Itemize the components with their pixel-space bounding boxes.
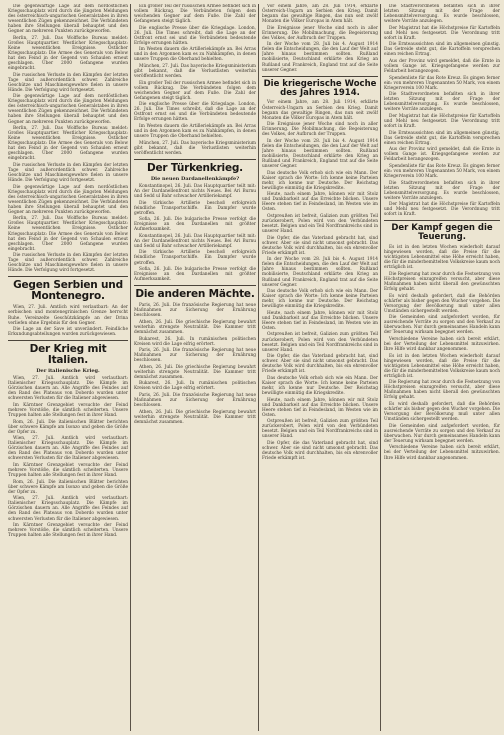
divider [262,76,378,77]
divider [134,159,256,160]
article-paragraph: Ostpreußen ist befreit, Galizien zum größten Teil zurückerobert, Polen wird von den Verbündeten besetzt. Belgien und ein Teil Nordfrankreichs sind in unserer Hand. [262,332,378,353]
article-paragraph: Vor einem Jahre, am 28. Juli 1914, erklärte Österreich-Ungarn an Serbien den Krieg. Damit begann das gewaltige Ringen, das nun seit zwölf Monaten die Völker Europas in Atem hält. [262,4,378,25]
article-paragraph: Die Gemeinden sind aufgefordert worden, für ausreichende Vorräte zu sorgen und den Verkauf zu überwachen. Nur durch gemeinsames Handeln kann der Teuerung wirksam begegnet werden. [384,423,500,444]
article-paragraph: Im Kärntner Grenzgebiet versuchte der Feind mehrere Vorstöße, die sämtlich scheiterten. Unsere Truppen halten alle Stellungen fest in ihrer Hand. [8,523,128,539]
article-paragraph: Heute, nach einem Jahre, können wir mit Stolz und Dankbarkeit auf das Erreichte blicken. Unsere Heere stehen tief in Feindesland, im Westen wie im Osten. [262,310,378,331]
headline-tuerkei: Der Türkenkrieg. [147,161,243,174]
article-paragraph: Athen, 26. Juli. Die griechische Regierung bewahrt weiterhin strengste Neutralität. Die Kammer tritt demnächst zusammen. [134,319,256,335]
article-paragraph: Konstantinopel, 26. Juli. Das Hauptquartier teilt mit: An der Dardanellenfront nichts Neues. Bei Ari Burnu und Sedd ul Bahr schwacher Artilleriekampf. [134,183,256,199]
article-paragraph: Heute, nach einem Jahre, können wir mit Stolz und Dankbarkeit auf das Erreichte blicken. Unsere Heere stehen tief in Feindesland, im Westen wie im Osten. [262,397,378,418]
divider [8,340,128,341]
article-paragraph: Sofia, 26. Juli. Die bulgarische Presse verfolgt die Ereignisse an den Dardanellen mit größter Aufmerksamkeit. [134,267,256,283]
article-paragraph: Im Kärntner Grenzgebiet versuchte der Feind mehrere Vorstöße, die sämtlich scheiterten. Unsere Truppen halten alle Stellungen fest in ihrer Hand. [8,403,128,419]
article-paragraph: Die Ernteaussichten sind im allgemeinen günstig. Das Getreide steht gut, die Kartoffeln versprechen einen reichen Ertrag. [384,42,500,58]
article-paragraph: Paris, 26. Juli. Die französische Regierung hat neue Maßnahmen zur Sicherung der Ernährung beschlossen. [134,348,256,364]
article-paragraph: Es ist in den letzten Wochen wiederholt darauf hingewiesen worden, daß die Preise für die wichtigsten Lebensmittel eine Höhe erreicht haben, die für die minderbemittelten Volkskreise kaum noch erträglich ist. [384,353,500,379]
article-paragraph: Berlin, 27. Juli. Das Wolffsche Bureau meldet: Großes Hauptquartier. Westlicher Kriegsschauplatz: Keine wesentlichen Ereignisse. Östlicher Kriegsschauplatz: Die Armee des Generals von Below hat den Feind in der Gegend von Schaulen erneut geschlagen. Über 2000 Gefangene wurden eingebracht. [8,126,128,162]
headline-woche: Die kriegerische Woche des Jahres 1914. [263,78,377,98]
article-paragraph: Die Ereignisse jener Woche sind noch in aller Erinnerung. Die Mobilmachung, die Begeisterung des Volkes, der Aufbruch der Truppen. [262,25,378,41]
article-paragraph: Vor einem Jahre, am 28. Juli 1914, erklärte Österreich-Ungarn an Serbien den Krieg. Damit begann das gewaltige Ringen, das nun seit zwölf Monaten die Völker Europas in Atem hält. [262,100,378,121]
article-paragraph: Die Stadtverordneten befaßten sich in ihrer letzten Sitzung mit der Frage der Lebensmittelversorgung. Es wurde beschlossen, weitere Vorräte anzulegen. [384,4,500,25]
article-paragraph: Aus der Provinz wird gemeldet, daß die Ernte in vollem Gange ist. Kriegsgefangene werden zur Feldarbeit herangezogen. [384,147,500,163]
article-paragraph: Im Westen dauern die Artilleriekämpfe an. Bei Arras und in den Argonnen kam es zu Nahkämpfen, in denen unsere Truppen die Oberhand behielten. [134,47,256,63]
article-paragraph: Der Magistrat hat die Höchstpreise für Kartoffeln und Mehl neu festgesetzt. Die Verordnung tritt sofort in Kraft. [384,25,500,41]
article-paragraph: Es ist in den letzten Wochen wiederholt darauf hingewiesen worden, daß die Preise für die wichtigsten Lebensmittel eine Höhe erreicht haben, die für die minderbemittelten Volkskreise kaum noch erträglich ist. [384,245,500,271]
article-paragraph: Wien, 27. Juli. Amtlich wird verlautbart: Italienischer Kriegsschauplatz. Die Kämpfe im Görzischen dauern an. Alle Angriffe des Feindes auf den Rand des Plateaus von Doberdo wurden unter schwersten Verlusten für die Italiener abgewiesen. [8,496,128,522]
article-paragraph: Rom, 26. Juli. Die italienischen Blätter berichten über schwere Kämpfe am Isonzo und geben die Größe der Opfer zu. [8,479,128,495]
article-paragraph: Wien, 27. Juli. Amtlich wird verlautbart: Italienischer Kriegsschauplatz. Die Kämpfe im Görzischen dauern an. Alle Angriffe des Feindes auf den Rand des Plateaus von Doberdo wurden unter schwersten Verlusten für die Italiener abgewiesen. [8,376,128,402]
column-rule [380,4,381,731]
article-paragraph: München, 27. Juli. Das bayerische Kriegsministerium gibt bekannt, daß die Verlustlisten weiterhin veröffentlicht werden. [134,64,256,80]
article-paragraph: Die Ereignisse jener Woche sind noch in aller Erinnerung. Die Mobilmachung, die Begeisterung des Volkes, der Aufbruch der Truppen. [262,122,378,138]
article-paragraph: Spendenliste für das Rote Kreuz. Es gingen ferner ein: von mehreren Ungenannten 50 Mark, von einem Kriegerverein 100 Mark. [384,163,500,179]
article-paragraph: Die Stadtverordneten befaßten sich in ihrer letzten Sitzung mit der Frage der Lebensmittelversorgung. Es wurde beschlossen, weitere Vorräte anzulegen. [384,180,500,201]
article-paragraph: Verschiedene Vereine haben sich bereit erklärt, bei der Verteilung der Lebensmittel mitzuwirken. Ihre Hilfe wird dankbar angenommen. [384,336,500,353]
article-paragraph: Das deutsche Volk erhob sich wie ein Mann. Der Kaiser sprach die Worte: Ich kenne keine Parteien mehr, ich kenne nur Deutsche. Der Reichstag bewilligte einmütig die Kriegskredite. [262,170,378,191]
column-rule [258,4,259,731]
article-paragraph: Ein großer Teil der russischen Armee befindet sich in vollem Rückzug. Die Verbündeten folgen dem weichenden Gegner auf dem Fuße. Die Zahl der Gefangenen steigt täglich. [134,80,256,101]
article-paragraph: Die Stadtverordneten befaßten sich in ihrer letzten Sitzung mit der Frage der Lebensmittelversorgung. Es wurde beschlossen, weitere Vorräte anzulegen. [384,92,500,113]
article-paragraph: Konstantinopel, 26. Juli. Das Hauptquartier teilt mit: An der Dardanellenfront nichts Neues. Bei Ari Burnu und Sedd ul Bahr schwacher Artilleriekampf. [134,233,256,249]
article-paragraph: Die türkische Artillerie beschoß erfolgreich feindliche Transportschiffe. Ein Dampfer wurde getroffen. [134,200,256,216]
headline-serbien: Gegen Serbien und Montenegro. [13,279,123,303]
article-paragraph: In der Woche vom 28. Juli bis 4. August 1914 fielen die Entscheidungen, die den Lauf der Welt auf Jahre hinaus bestimmen sollten. Rußland mobilisierte, Deutschland erklärte den Krieg an Rußland und Frankreich, England trat auf die Seite unserer Gegner. [262,42,378,73]
article-paragraph: Die Regierung hat zwar durch die Festsetzung von Höchstpreisen einzugreifen versucht, aber diese Maßnahmen haben nicht überall den gewünschten Erfolg gehabt. [384,271,500,293]
article-paragraph: Wien, 27. Juli. Amtlich wird verlautbart: Italienischer Kriegsschauplatz. Die Kämpfe im Görzischen dauern an. Alle Angriffe des Feindes auf den Rand des Plateaus von Doberdo wurden unter schwersten Verlusten für die Italiener abgewiesen. [8,436,128,462]
article-paragraph: Der Magistrat hat die Höchstpreise für Kartoffeln und Mehl neu festgesetzt. Die Verordnung tritt sofort in Kraft. [384,202,500,218]
article-paragraph: Die Gemeinden sind aufgefordert worden, für ausreichende Vorräte zu sorgen und den Verkauf zu überwachen. Nur durch gemeinsames Handeln kann der Teuerung wirksam begegnet werden. [384,315,500,336]
article-paragraph: München, 27. Juli. Das bayerische Kriegsministerium gibt bekannt, daß die Verlustlisten weiterhin veröffentlicht werden. [134,140,256,156]
article-paragraph: In der Woche vom 28. Juli bis 4. August 1914 fielen die Entscheidungen, die den Lauf der Welt auf Jahre hinaus bestimmen sollten. Rußland mobilisierte, Deutschland erklärte den Krieg an Rußland und Frankreich, England trat auf die Seite unserer Gegner. [262,138,378,170]
headline-kampf: Der Kampf gegen die Teuerung. [391,223,493,243]
column-2 [134,4,256,731]
article-paragraph: Ostpreußen ist befreit, Galizien zum größten Teil zurückerobert, Polen wird von den Verbündeten besetzt. Belgien und ein Teil Nordfrankreichs sind in unserer Hand. [262,213,378,235]
divider [8,276,128,277]
article-paragraph: Die Lage an der Save ist unverändert. Feindliche Erkundungsabteilungen wurden zurückgewiesen. [8,327,128,338]
divider [134,285,256,286]
subheadline: Die neuen Dardanellenkämpfe? [150,175,240,182]
article-paragraph: Das deutsche Volk erhob sich wie ein Mann. Der Kaiser sprach die Worte: Ich kenne keine Parteien mehr, ich kenne nur Deutsche. Der Reichstag bewilligte einmütig die Kriegskredite. [262,375,378,396]
column-4 [384,4,500,731]
column-1 [8,4,128,731]
article-paragraph: Berlin, 27. Juli. Das Wolffsche Bureau meldet: Großes Hauptquartier. Westlicher Kriegsschauplatz: Keine wesentlichen Ereignisse. Östlicher Kriegsschauplatz: Die Armee des Generals von Below hat den Feind in der Gegend von Schaulen erneut geschlagen. Über 2000 Gefangene wurden eingebracht. [8,216,128,252]
article-paragraph: Es wird deshalb gefordert, daß die Behörden schärfer als bisher gegen den Wucher vorgehen. Die Versorgung der Bevölkerung muß unter allen Umständen sichergestellt werden. [384,402,500,423]
column-rule [130,4,131,731]
article-paragraph: Verschiedene Vereine haben sich bereit erklärt, bei der Verteilung der Lebensmittel mitzuwirken. Ihre Hilfe wird dankbar angenommen. [384,445,500,461]
article-paragraph: Die Regierung hat zwar durch die Festsetzung von Höchstpreisen einzugreifen versucht, aber diese Maßnahmen haben nicht überall den gewünschten Erfolg gehabt. [384,380,500,401]
article-paragraph: Die türkische Artillerie beschoß erfolgreich feindliche Transportschiffe. Ein Dampfer wurde getroffen. [134,250,256,266]
article-paragraph: Die gegenwärtige Lage auf dem nordöstlichen Kriegsschauplatz wird durch die jüngsten Meldungen des österreichisch-ungarischen Generalstabes in ihren wesentlichen Zügen gekennzeichnet. Die Verbündeten haben ihre Stellungen überall behauptet und den Gegner an mehreren Punkten zurückgeworfen. [8,94,128,125]
article-paragraph: Paris, 26. Juli. Die französische Regierung hat neue Maßnahmen zur Sicherung der Ernährung beschlossen. [134,392,256,409]
article-paragraph: Die Ernteaussichten sind im allgemeinen günstig. Das Getreide steht gut, die Kartoffeln versprechen einen reichen Ertrag. [384,130,500,146]
article-paragraph: Bukarest, 26. Juli. In rumänischen politischen Kreisen wird die Lage eifrig erörtert. [134,336,256,347]
article-paragraph: Die russischen Verluste in den Kämpfen der letzten Tage sind außerordentlich schwer. Zahlreiche Geschütze und Maschinengewehre fielen in unsere Hände. Die Verfolgung wird fortgesetzt. [8,162,128,184]
article-paragraph: Rom, 26. Juli. Die italienischen Blätter berichten über schwere Kämpfe am Isonzo und geben die Größe der Opfer zu. [8,419,128,435]
article-paragraph: Die Opfer, die das Vaterland gebracht hat, sind schwer. Aber sie sind nicht umsonst gebracht. Das deutsche Volk wird durchhalten, bis ein ehrenvoller Friede erkämpft ist. [262,354,378,375]
headline-italien: Der Krieg mit Italien. [29,343,107,367]
article-paragraph: Die Opfer, die das Vaterland gebracht hat, sind schwer. Aber sie sind nicht umsonst gebracht. Das deutsche Volk wird durchhalten, bis ein ehrenvoller Friede erkämpft ist. [262,440,378,462]
article-paragraph: Sofia, 26. Juli. Die bulgarische Presse verfolgt die Ereignisse an den Dardanellen mit größter Aufmerksamkeit. [134,217,256,233]
article-paragraph: Die russischen Verluste in den Kämpfen der letzten Tage sind außerordentlich schwer. Zahlreiche Geschütze und Maschinengewehre fielen in unsere Hände. Die Verfolgung wird fortgesetzt. [8,72,128,93]
article-paragraph: In der Woche vom 28. Juli bis 4. August 1914 fielen die Entscheidungen, die den Lauf der Welt auf Jahre hinaus bestimmen sollten. Rußland mobilisierte, Deutschland erklärte den Krieg an Rußland und Frankreich, England trat auf die Seite unserer Gegner. [262,257,378,288]
article-paragraph: Die gegenwärtige Lage auf dem nordöstlichen Kriegsschauplatz wird durch die jüngsten Meldungen des österreichisch-ungarischen Generalstabes in ihren wesentlichen Zügen gekennzeichnet. Die Verbündeten haben ihre Stellungen überall behauptet und den Gegner an mehreren Punkten zurückgeworfen. [8,184,128,215]
article-paragraph: Die englische Presse über die Kriegslage. London, 26. Juli. Die Times schreibt, daß die Lage an der Ostfront ernst sei und die Verbündeten bedeutende Erfolge errungen hätten. [134,25,256,46]
article-paragraph: Athen, 26. Juli. Die griechische Regierung bewahrt weiterhin strengste Neutralität. Die Kammer tritt demnächst zusammen. [134,409,256,425]
column-3 [262,4,378,731]
headline-andere: Die anderen Mächte. [135,288,255,301]
article-paragraph: Das deutsche Volk erhob sich wie ein Mann. Der Kaiser sprach die Worte: Ich kenne keine Parteien mehr, ich kenne nur Deutsche. Der Reichstag bewilligte einmütig die Kriegskredite. [262,289,378,310]
article-paragraph: Ostpreußen ist befreit, Galizien zum größten Teil zurückerobert, Polen wird von den Verbündeten besetzt. Belgien und ein Teil Nordfrankreichs sind in unserer Hand. [262,419,378,440]
article-paragraph: Im Kärntner Grenzgebiet versuchte der Feind mehrere Vorstöße, die sämtlich scheiterten. Unsere Truppen halten alle Stellungen fest in ihrer Hand. [8,463,128,479]
divider [384,220,500,221]
article-paragraph: Es wird deshalb gefordert, daß die Behörden schärfer als bisher gegen den Wucher vorgehen. Die Versorgung der Bevölkerung muß unter allen Umständen sichergestellt werden. [384,293,500,314]
article-paragraph: Athen, 26. Juli. Die griechische Regierung bewahrt weiterhin strengste Neutralität. Die Kammer tritt demnächst zusammen. [134,364,256,380]
subheadline: Der italienische Krieg. [36,368,100,375]
article-paragraph: Paris, 26. Juli. Die französische Regierung hat neue Maßnahmen zur Sicherung der Ernährung beschlossen. [134,303,256,319]
article-paragraph: Ein großer Teil der russischen Armee befindet sich in vollem Rückzug. Die Verbündeten folgen dem weichenden Gegner auf dem Fuße. Die Zahl der Gefangenen steigt täglich. [134,4,256,25]
article-paragraph: Die Opfer, die das Vaterland gebracht hat, sind schwer. Aber sie sind nicht umsonst gebracht. Das deutsche Volk wird durchhalten, bis ein ehrenvoller Friede erkämpft ist. [262,235,378,256]
article-paragraph: Die englische Presse über die Kriegslage. London, 26. Juli. Die Times schreibt, daß die Lage an der Ostfront ernst sei und die Verbündeten bedeutende Erfolge errungen hätten. [134,102,256,123]
article-paragraph: Spendenliste für das Rote Kreuz. Es gingen ferner ein: von mehreren Ungenannten 50 Mark, von einem Kriegerverein 100 Mark. [384,75,500,91]
article-paragraph: Aus der Provinz wird gemeldet, daß die Ernte in vollem Gange ist. Kriegsgefangene werden zur Feldarbeit herangezogen. [384,58,500,75]
article-paragraph: Der Magistrat hat die Höchstpreise für Kartoffeln und Mehl neu festgesetzt. Die Verordnung tritt sofort in Kraft. [384,113,500,130]
article-paragraph: Im Westen dauern die Artilleriekämpfe an. Bei Arras und in den Argonnen kam es zu Nahkämpfen, in denen unsere Truppen die Oberhand behielten. [134,124,256,140]
article-paragraph: Heute, nach einem Jahre, können wir mit Stolz und Dankbarkeit auf das Erreichte blicken. Unsere Heere stehen tief in Feindesland, im Westen wie im Osten. [262,192,378,213]
article-paragraph: Die gegenwärtige Lage auf dem nordöstlichen Kriegsschauplatz wird durch die jüngsten Meldungen des österreichisch-ungarischen Generalstabes in ihren wesentlichen Zügen gekennzeichnet. Die Verbündeten haben ihre Stellungen überall behauptet und den Gegner an mehreren Punkten zurückgeworfen. [8,4,128,35]
article-paragraph: Berlin, 27. Juli. Das Wolffsche Bureau meldet: Großes Hauptquartier. Westlicher Kriegsschauplatz: Keine wesentlichen Ereignisse. Östlicher Kriegsschauplatz: Die Armee des Generals von Below hat den Feind in der Gegend von Schaulen erneut geschlagen. Über 2000 Gefangene wurden eingebracht. [8,35,128,72]
article-paragraph: Die russischen Verluste in den Kämpfen der letzten Tage sind außerordentlich schwer. Zahlreiche Geschütze und Maschinengewehre fielen in unsere Hände. Die Verfolgung wird fortgesetzt. [8,253,128,274]
article-paragraph: Wien, 27. Juli. Amtlich wird verlautbart: An der serbischen und montenegrinischen Grenze herrscht Ruhe. Vereinzelte Geschützkämpfe an der Drina verliefen ohne Ergebnis für den Gegner. [8,305,128,326]
article-paragraph: Bukarest, 26. Juli. In rumänischen politischen Kreisen wird die Lage eifrig erörtert. [134,381,256,392]
